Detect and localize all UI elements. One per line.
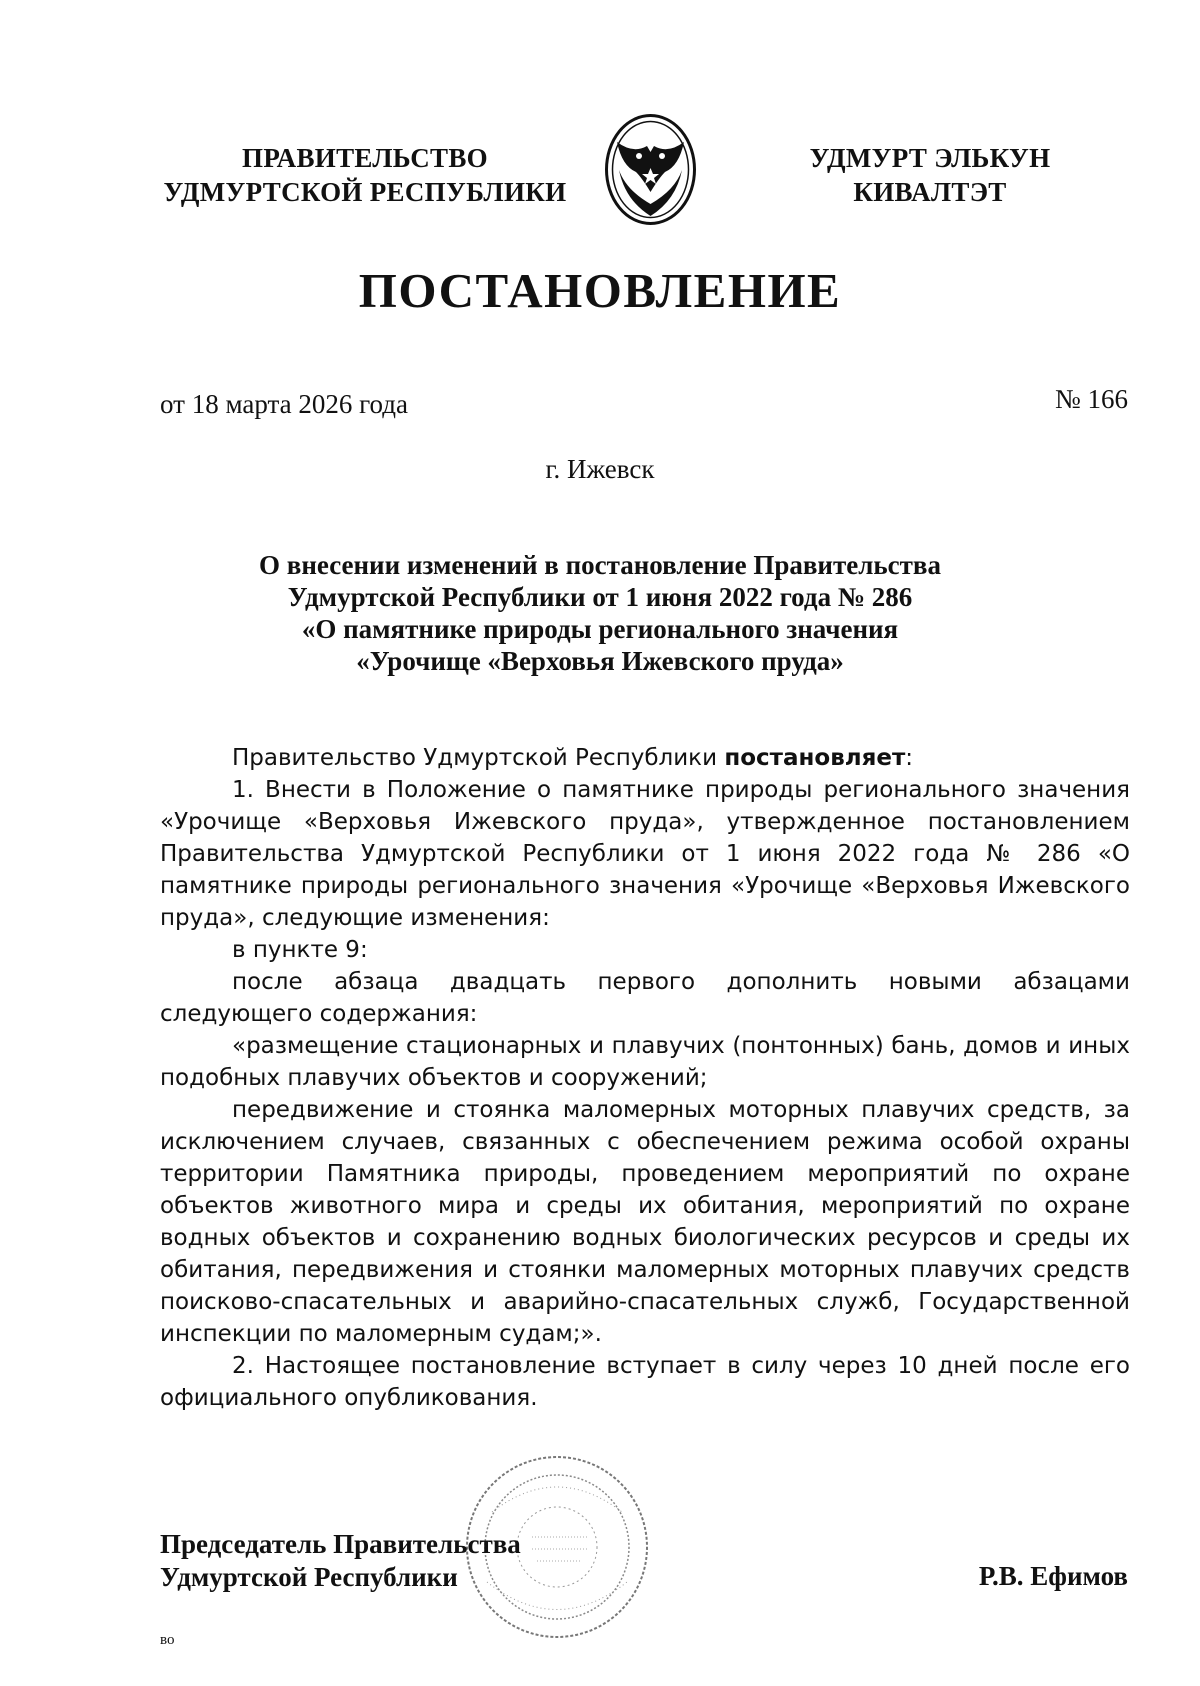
body-paragraph: в пункте 9:	[232, 937, 368, 963]
document-city: г. Ижевск	[545, 454, 655, 484]
signatory-name: Р.В. Ефимов	[978, 1561, 1128, 1591]
signatory-title	[160, 1528, 521, 1594]
body-paragraph: 1. Внести в Положение о памятнике природы регионального значения «Урочище «Верховья Ижевского пруда», утвержденное постановлением Правительства Удмуртской Республики от 1 июня 2022 года № 286 «О памятнике природы регионального значения «Урочище «Верховья Ижевского пруда», следующие изменения:	[160, 777, 1130, 931]
subject-line: «О памятнике природы регионального значения	[301, 614, 899, 644]
executor-initials: во	[160, 1632, 175, 1648]
header-right-line2: КИВАЛТЭТ	[853, 177, 1007, 207]
signatory-title-line1: Председатель Правительства	[160, 1529, 521, 1559]
udmurt-emblem-icon	[603, 112, 698, 227]
intro-text: Правительство Удмуртской Республики	[232, 745, 725, 771]
header-left	[150, 141, 580, 209]
header-left-line2: УДМУРТСКОЙ РЕСПУБЛИКИ	[163, 177, 567, 207]
document-type-title: ПОСТАНОВЛЕНИЕ	[358, 263, 842, 318]
subject-line: «Урочище «Верховья Ижевского пруда»	[356, 646, 844, 676]
document-body	[160, 742, 1130, 1414]
body-paragraph: передвижение и стоянка маломерных моторных плавучих средств, за исключением случаев, связанных с обеспечением режима особой охраны территории Памятника природы, проведением мероприятий по охране объектов животного мира и среды их обитания, мероприятий по охране водных объектов и сохранению водных биологических ресурсов и среды их обитания, передвижения и стоянки маломерных моторных плавучих средств поисково-спасательных и аварийно-спасательных служб, Государственной инспекции по маломерным судам;».	[160, 1097, 1130, 1347]
header-right	[790, 141, 1070, 209]
header-right-line1: УДМУРТ ЭЛЬКУН	[809, 143, 1051, 173]
document-subject	[150, 549, 1050, 677]
intro-bold-verb: постановляет	[724, 745, 906, 771]
intro-colon: :	[905, 745, 914, 771]
body-paragraph: после абзаца двадцать первого дополнить новыми абзацами следующего содержания:	[160, 969, 1130, 1027]
body-paragraph: «размещение стационарных и плавучих (понтонных) бань, домов и иных подобных плавучих объектов и сооружений;	[160, 1033, 1130, 1091]
header-left-line1: ПРАВИТЕЛЬСТВО	[242, 143, 488, 173]
document-date: от 18 марта 2026 года	[160, 389, 408, 419]
document-number: № 166	[1054, 384, 1128, 414]
subject-line: Удмуртской Республики от 1 июня 2022 года № 286	[287, 582, 913, 612]
subject-line: О внесении изменений в постановление Правительства	[259, 550, 941, 580]
signatory-title-line2: Удмуртской Республики	[160, 1562, 458, 1592]
body-paragraph: 2. Настоящее постановление вступает в силу через 10 дней после его официального опубликования.	[160, 1353, 1130, 1411]
body-intro	[160, 742, 1130, 774]
